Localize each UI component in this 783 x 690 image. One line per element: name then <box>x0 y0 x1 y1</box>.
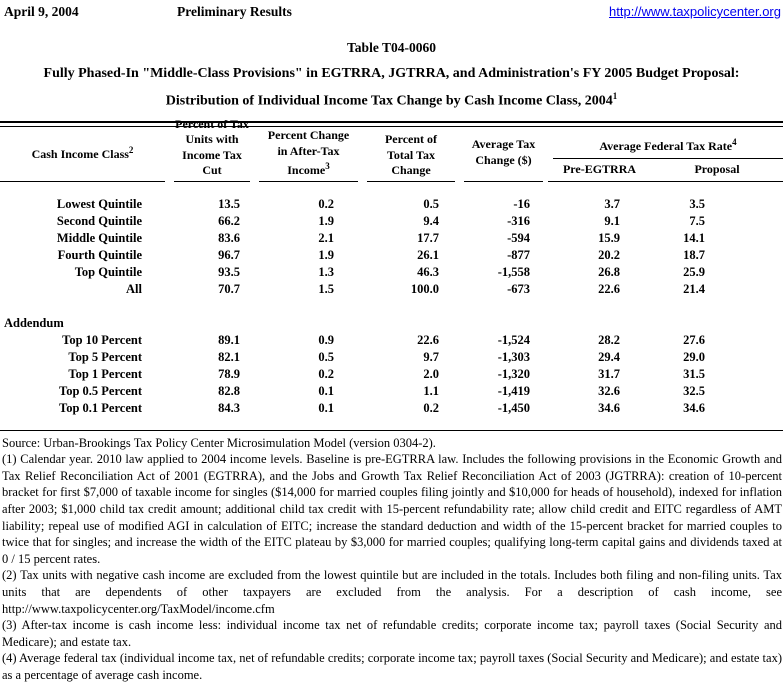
cell-value: 0.9 <box>318 332 334 347</box>
row-label: Top Quintile <box>74 264 142 279</box>
cell-value: -877 <box>507 247 530 262</box>
table-number: Table T04-0060 <box>347 40 436 55</box>
cell-value: -594 <box>507 230 530 245</box>
table-row <box>0 383 783 400</box>
cell-value: 83.6 <box>218 230 240 245</box>
cell-value: 29.0 <box>683 349 705 364</box>
cell-value: 1.1 <box>423 383 439 398</box>
source-note: Source: Urban-Brookings Tax Policy Center Microsimulation Model (version 0304-2). <box>2 435 436 450</box>
cell-value: 89.1 <box>218 332 240 347</box>
page-header <box>0 4 783 19</box>
col-header-pct-tax-units-with-cut: Percent of Tax Units with Income Tax Cut <box>170 127 255 182</box>
table-row <box>0 332 783 349</box>
col-header-cash-income-class: Cash Income Class$^2$ <box>0 127 170 182</box>
cell-value: 1.9 <box>318 247 334 262</box>
col-header-pre-egtrra: Pre-EGTRRA <box>548 159 651 182</box>
taxpolicycenter-link[interactable]: http://www.taxpolicycenter.org <box>609 4 781 19</box>
footnote-2: (2) Tax units with negative cash income are excluded from the lowest quintile but are included in the totals. Includes both filing and non-filing units. Tax units that are dependents of other taxpayers are excluded from the analysis. For a description of cash income, see http://www.taxpolicycenter.org/TaxModel/income.cfm <box>2 568 782 616</box>
addendum-header-row <box>0 315 783 332</box>
cell-value: -1,558 <box>497 264 530 279</box>
cell-value: 2.0 <box>423 366 439 381</box>
cell-value: -316 <box>507 213 530 228</box>
cell-value: 34.6 <box>683 400 705 415</box>
cell-value: 22.6 <box>417 332 439 347</box>
cell-value: 70.7 <box>218 281 240 296</box>
cell-value: 31.5 <box>683 366 705 381</box>
cell-value: 26.1 <box>417 247 439 262</box>
row-label: Lowest Quintile <box>56 196 142 211</box>
cell-value: 82.8 <box>218 383 240 398</box>
cell-value: -16 <box>513 196 530 211</box>
cell-value: 18.7 <box>683 247 705 262</box>
table-row <box>0 400 783 417</box>
cell-value: 96.7 <box>218 247 240 262</box>
row-label: Middle Quintile <box>56 230 142 245</box>
row-label: Top 0.1 Percent <box>59 400 142 415</box>
cell-value: 0.2 <box>318 196 334 211</box>
table-row <box>0 230 783 247</box>
cell-value: 31.7 <box>598 366 620 381</box>
cell-value: 2.1 <box>318 230 334 245</box>
footnote-4: (4) Average federal tax (individual income tax, net of refundable credits; corporate income tax; payroll taxes (Social Security and Medicare); and estate tax) as a percentage of average cash income. <box>2 651 782 682</box>
row-label: Top 10 Percent <box>62 332 142 347</box>
cell-value: 0.1 <box>318 383 334 398</box>
cell-value: -1,320 <box>497 366 530 381</box>
data-table-wrapper <box>0 116 783 431</box>
addendum-label: Addendum <box>4 315 64 330</box>
table-title-line2: Distribution of Individual Income Tax Change by Cash Income Class, 2004$^1$ <box>165 91 618 109</box>
preliminary-results-label: Preliminary Results <box>177 4 292 19</box>
title-block <box>0 40 783 110</box>
cell-value: 0.1 <box>318 400 334 415</box>
spacer-row <box>0 182 783 196</box>
cell-value: 32.6 <box>598 383 620 398</box>
cell-value: 27.6 <box>683 332 705 347</box>
spacer-row <box>0 298 783 315</box>
cell-value: 9.1 <box>604 213 620 228</box>
col-header-pct-total-tax-change: Percent of Total Tax Change <box>363 127 460 182</box>
row-label: Fourth Quintile <box>57 247 142 262</box>
cell-value: -673 <box>507 281 530 296</box>
table-row <box>0 196 783 213</box>
cell-value: -1,524 <box>497 332 530 347</box>
cell-value: 25.9 <box>683 264 705 279</box>
cell-value: 17.7 <box>417 230 439 245</box>
row-label: Second Quintile <box>56 213 142 228</box>
cell-value: 32.5 <box>683 383 705 398</box>
col-header-proposal: Proposal <box>651 159 783 182</box>
cell-value: 93.5 <box>218 264 240 279</box>
table-row <box>0 264 783 281</box>
cell-value: -1,419 <box>497 383 530 398</box>
cell-value: 22.6 <box>598 281 620 296</box>
row-label: Top 5 Percent <box>68 349 142 364</box>
row-label: Top 0.5 Percent <box>59 383 142 398</box>
cell-value: 78.9 <box>218 366 240 381</box>
cell-value: 9.7 <box>423 349 439 364</box>
cell-value: 20.2 <box>598 247 620 262</box>
cell-value: 7.5 <box>689 213 705 228</box>
cell-value: 1.5 <box>318 281 334 296</box>
col-header-average-tax-change: Average Tax Change ($) <box>460 127 548 182</box>
cell-value: 0.2 <box>423 400 439 415</box>
footnotes <box>0 431 783 684</box>
cell-value: 3.7 <box>604 196 620 211</box>
cell-value: 1.3 <box>318 264 334 279</box>
cell-value: 28.2 <box>598 332 620 347</box>
cell-value: 0.2 <box>318 366 334 381</box>
table-row <box>0 349 783 366</box>
date-label: April 9, 2004 <box>4 4 79 19</box>
footnote-1: (1) Calendar year. 2010 law applied to 2004 income levels. Baseline is pre-EGTRRA law. Includes the following provisions in the Economic Growth and Tax Relief Reconciliation Act of 2001 (EGTRRA), and the Jobs and Growth Tax Relief Reconciliation Act of 2003 (JGTRRA): creation of 10-percent bracket for first $7,000 of taxable income for singles ($14,000 for married couples filing jointly and $10,000 for heads of household), indexed for inflation after 2003; $1,000 child tax credit amount; additional child tax credit with 15-percent refundability rate; allow child credit and EITC regardless of AMT liability; repeal use of modified AGI in calculation of EITC; increase the standard deduction and width of the 15-percent bracket for married couples to twice that for singles; and increase the width of the EITC plateau by $3,000 for married couples; qualifying long-term capital gains and dividends taxed at 0 / 15 percent rates. <box>2 452 782 566</box>
cell-value: -1,303 <box>497 349 530 364</box>
cell-value: 21.4 <box>683 281 705 296</box>
cell-value: 9.4 <box>423 213 439 228</box>
footnote-3: (3) After-tax income is cash income less: individual income tax net of refundable credits; corporate income tax; payroll taxes (Social Security and Medicare); and estate tax. <box>2 618 782 649</box>
cell-value: 0.5 <box>318 349 334 364</box>
table-row <box>0 213 783 230</box>
cell-value: 100.0 <box>410 281 439 296</box>
cell-value: 15.9 <box>598 230 620 245</box>
cell-value: 46.3 <box>417 264 439 279</box>
row-label: Top 1 Percent <box>68 366 142 381</box>
cell-value: 3.5 <box>689 196 705 211</box>
col-group-average-federal-tax-rate: Average Federal Tax Rate$^4$ <box>548 127 783 159</box>
table-title-line1: Fully Phased-In "Middle-Class Provisions" in EGTRRA, JGTRRA, and Administration's FY 2005 Budget Proposal: <box>43 66 740 81</box>
footnote-marker-1: 1 <box>612 91 618 101</box>
table-row-all <box>0 281 783 298</box>
cell-value: 13.5 <box>218 196 240 211</box>
table-row <box>0 247 783 264</box>
cell-value: 1.9 <box>318 213 334 228</box>
distribution-table <box>0 116 783 417</box>
cell-value: 66.2 <box>218 213 240 228</box>
cell-value: 14.1 <box>683 230 705 245</box>
cell-value: 29.4 <box>598 349 620 364</box>
cell-value: -1,450 <box>497 400 530 415</box>
cell-value: 0.5 <box>423 196 439 211</box>
cell-value: 82.1 <box>218 349 240 364</box>
row-label: All <box>126 281 142 296</box>
table-row <box>0 366 783 383</box>
cell-value: 26.8 <box>598 264 620 279</box>
cell-value: 34.6 <box>598 400 620 415</box>
cell-value: 84.3 <box>218 400 240 415</box>
col-header-pct-change-after-tax-income: Percent Change in After-Tax Income$^3$ <box>255 127 363 182</box>
